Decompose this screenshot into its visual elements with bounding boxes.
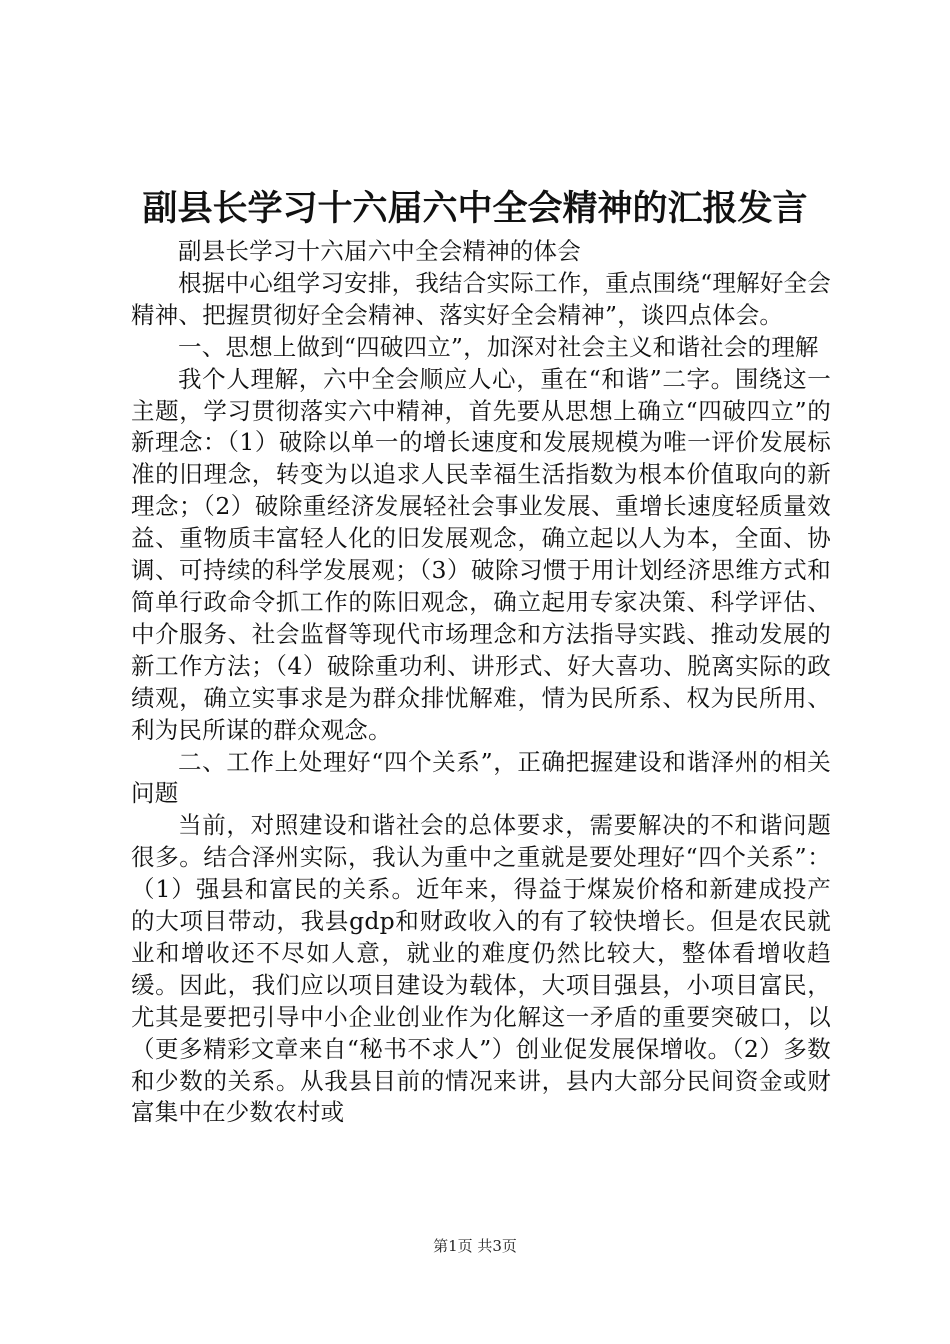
page-footer: 第1页 共3页 bbox=[433, 1237, 517, 1255]
section-heading-2: 二、工作上处理好“四个关系”，正确把握建设和谐泽州的相关问题 bbox=[131, 747, 831, 808]
document-body bbox=[131, 236, 831, 1129]
body-paragraph: 我个人理解，六中全会顺应人心，重在“和谐”二字。围绕这一主题，学习贯彻落实六中精神，首先要从思想上确立“四破四立”的新理念：（1）破除以单一的增长速度和发展规模为唯一评价发展标准的旧理念，转变为以追求人民幸福生活指数为根本价值取向的新理念；（2）破除重经济发展轻社会事业发展、重增长速度轻质量效益、重物质丰富轻人化的旧发展观念，确立起以人为本，全面、协调、可持续的科学发展观；（3）破除习惯于用计划经济思维方式和简单行政命令抓工作的陈旧观念，确立起用专家决策、科学评估、中介服务、社会监督等现代市场理念和方法指导实践、推动发展的新工作方法；（4）破除重功利、讲形式、好大喜功、脱离实际的政绩观，确立实事求是为群众排忧解难，情为民所系、权为民所用、利为民所谋的群众观念。 bbox=[131, 364, 831, 744]
body-paragraph: 当前，对照建设和谐社会的总体要求，需要解决的不和谐问题很多。结合泽州实际，我认为重中之重就是要处理好“四个关系”：（1）强县和富民的关系。近年来，得益于煤炭价格和新建成投产的大项目带动，我县gdp和财政收入的有了较快增长。但是农民就业和增收还不尽如人意，就业的难度仍然比较大，整体看增收趋缓。因此，我们应以项目建设为载体，大项目强县，小项目富民，尤其是要把引导中小企业创业作为化解这一矛盾的重要突破口，以（更多精彩文章来自“秘书不求人”）创业促发展保增收。（2）多数和少数的关系。从我县目前的情况来讲，县内大部分民间资金或财富集中在少数农村或 bbox=[131, 811, 831, 1127]
intro-paragraph: 根据中心组学习安排，我结合实际工作，重点围绕“理解好全会精神、把握贯彻好全会精神、落实好全会精神”，谈四点体会。 bbox=[131, 268, 831, 329]
section-heading-1: 一、思想上做到“四破四立”，加深对社会主义和谐社会的理解 bbox=[178, 332, 819, 361]
document-title: 副县长学习十六届六中全会精神的汇报发言 bbox=[142, 188, 808, 229]
subtitle-paragraph: 副县长学习十六届六中全会精神的体会 bbox=[178, 237, 581, 265]
